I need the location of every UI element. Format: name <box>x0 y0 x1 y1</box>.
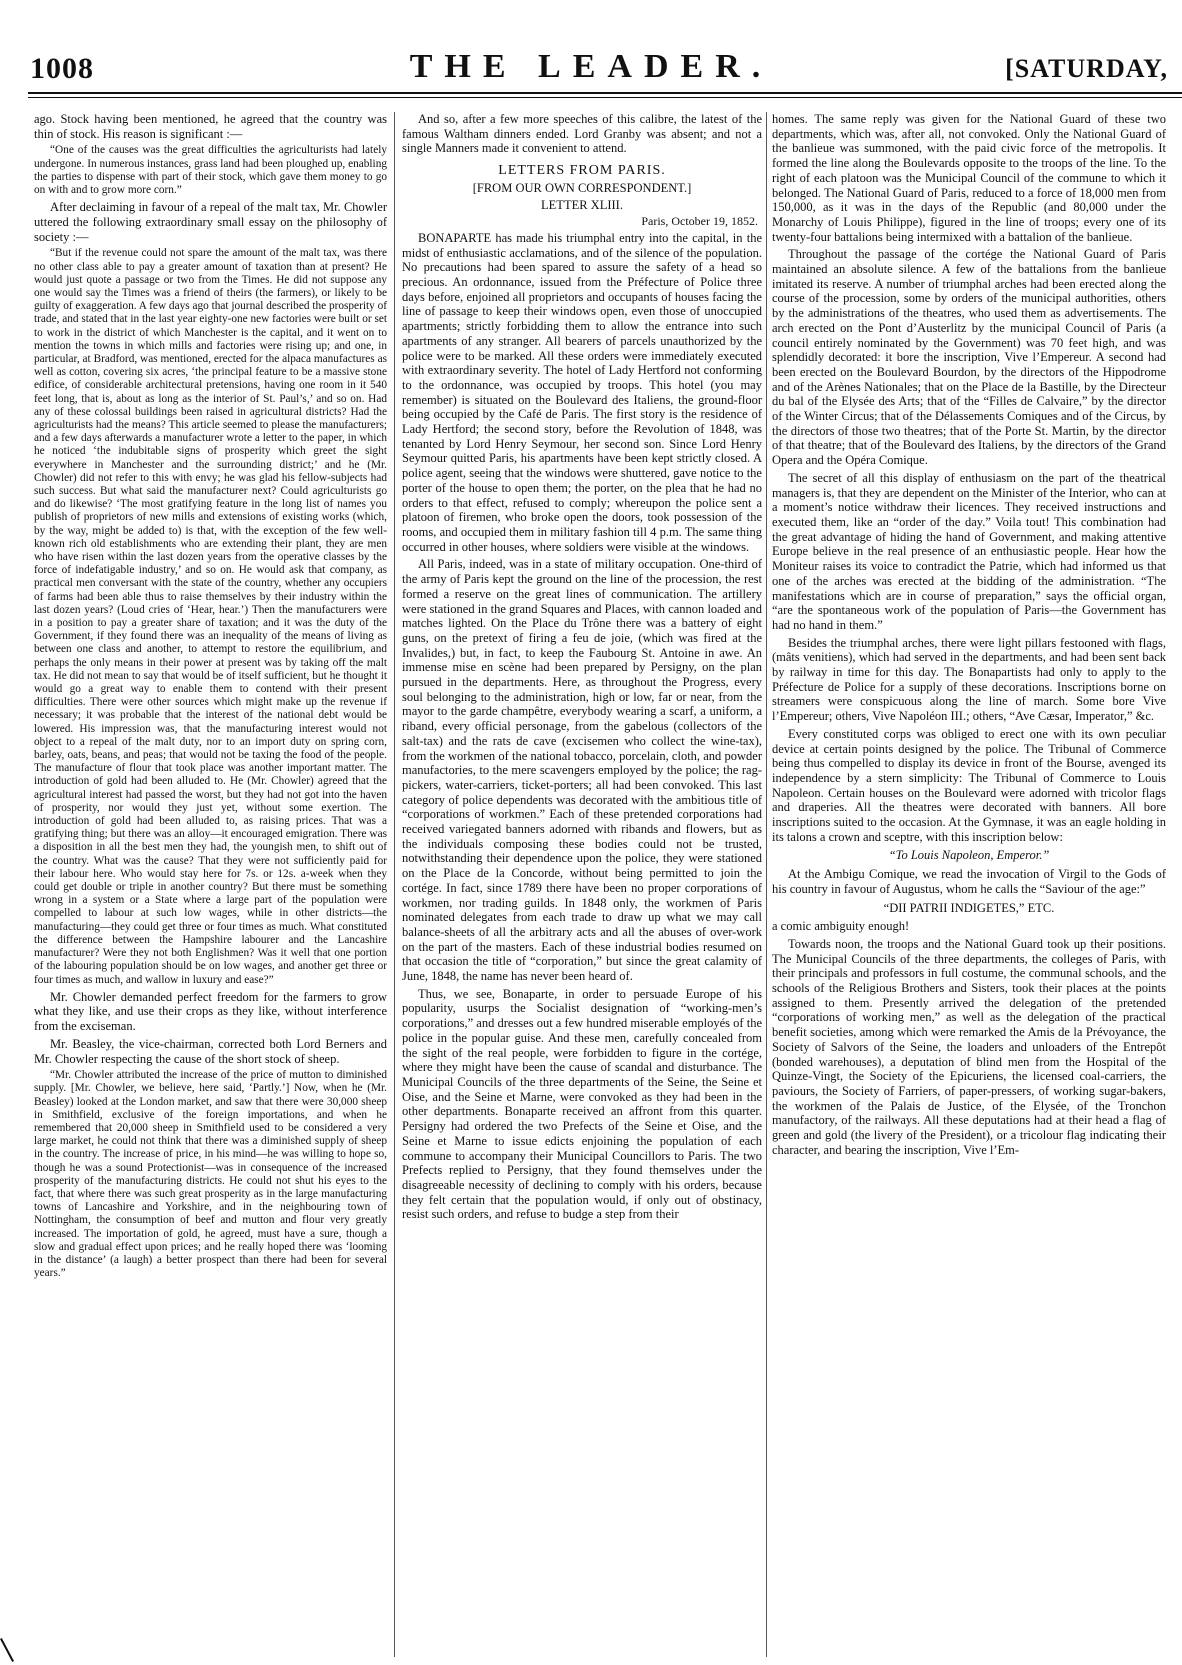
issue-day: [SATURDAY, <box>1005 54 1168 83</box>
dateline: Paris, October 19, 1852. <box>641 214 758 229</box>
latin-inscription: “DII PATRII INDIGETES,” ETC. <box>883 900 1055 915</box>
column-divider <box>766 112 767 1657</box>
quotation: “Mr. Chowler attributed the increase of the price of mutton to diminished supply. [Mr. Chowler, we believe, here said, ‘Partly.’] Now, when he (Mr. Beasley) looked at the London market, and saw that there were 30,000 sheep in Smithfield, exclusive of the foreign importations, and when he remembered that 20,000 sheep in Smithfield used to be considered a very large market, he could not think that there was a diminished supply of sheep in the country. The increase of price, in his mind—he was willing to hope so, though he was a sound Protectionist—was in consequence of the increased prosperity of the manufacturing districts. He could not shut his eyes to the fact, that where there was such great prosperity as in the large manufacturing towns of Lancashire and Yorkshire, and in the neighbouring town of Nottingham, the consumption of beef and mutton and flour very greatly increased. The importation of gold, he agreed, must have a sure, though a slow and gradual effect upon prices; and he really hoped there was ‘looming in the distance’ (a laugh) a better prospect than there had been for several years.” <box>34 1069 387 1280</box>
paragraph: Besides the triumphal arches, there were light pillars festooned with flags, (mâts venitiens), which had served in the departments, and had been sent back by railway in time for this day. The Bonapartists had only to apply to the Préfecture de Police for a supply of these decorations. Inscriptions borne on streamers were conspicuous along the line of march. Some bore Vive l’Empereur; others, Vive Napoléon III.; others, “Ave Cæsar, Imperator,” &c. <box>772 635 1166 724</box>
article-subheading: [FROM OUR OWN CORRESPONDENT.] <box>472 180 692 195</box>
column-3 <box>772 112 1166 1652</box>
inscription: “To Louis Napoleon, Emperor.” <box>888 848 1050 863</box>
corner-mark <box>0 1638 14 1662</box>
paragraph: Mr. Chowler demanded perfect freedom for the farmers to grow what they like, and use their crops as they like, without interference from the exciseman. <box>34 989 387 1034</box>
letter-number: LETTER XLIII. <box>541 197 623 212</box>
column-divider <box>394 112 395 1657</box>
column-2 <box>402 112 762 1652</box>
masthead <box>0 0 1182 96</box>
paragraph: After declaiming in favour of a repeal of the malt tax, Mr. Chowler uttered the following extraordinary small essay on the philosophy of society :— <box>34 200 387 244</box>
quotation: “But if the revenue could not spare the amount of the malt tax, was there no other class able to pay a greater amount of taxation than at present? He would just quote a passage or two from the Times. He did not suppose any one would say the Times was a friend of theirs (the farmers), or likely to be guilty of exaggeration. A few days ago that journal described the prosperity of trade, and stated that in the last year eighty-one new factories were built or set to work in the district of which Manchester is the capital, and it went on to mention the towns in which mills and factories were rising up; and one, in particular, at Bradford, was mentioned, erected for the alpaca manufactures as well as cotton, covering six acres, ‘the principal feature to be a massive stone edifice, of considerable architectural pretensions, having one room in it 540 feet long, that is, about as long as the interior of St. Paul’s,’ and so on. Had any of these colossal buildings been raised in agricultural districts? Had the agriculturists had the means? This article seemed to please the manufacturers; and a few days afterwards a manufacturer wrote a letter to the paper, in which he noticed ‘the indubitable signs of prosperity which greet the sight everywhere in Manchester and the surrounding district;’ and he (Mr. Chowler) did not refer to this with envy; he was glad his fellow-subjects had such success. But what said the manufacturer next? Could agriculturists go and do likewise? ‘The most gratifying feature in the long list of names you publish of proprietors of new mills and extensions of existing works (which, by the way, might be added to) is that, with the exception of the few well-known rich old establishments who are extending their plant, they are men who have risen within the last dozen years from the operative classes by the force of indefatigable industry,’ and so on. He would ask that company, as practical men conversant with the state of the country, whether any occupiers of farms had been able thus to raise themselves by their industry within the last dozen years? (Loud cries of ‘Hear, hear.’) Then the manufacturers were in a position to pay a greater share of taxation; and it was the duty of the Government, if they found there was an inequality of the means of living as between one class and another, to attempt to restore the equilibrium, and perhaps the only means in their power at present was by taking off the malt tax. He did not mean to say that would be of itself sufficient, but he thought it would go a great way to enable them to contend with their present difficulties. There were other sources which might make up the revenue if necessary; it was probable that the interest of the national debt would be lowered. His impression was, that the manufacturing interest would not object to a repeal of the malt duty, nor to an import duty on spring corn, barley, oats, beans, and peas; that would not be taxing the food of the people. The manufacture of flour that took place was another important matter. The introduction of gold had been alluded to. He (Mr. Chowler) agreed that the agricultural interest had passed the worst, but they had not got into the haven of prosperity, nor would they just yet, without some exertion. The introduction of gold had been alluded to, as raising prices. That was a gratifying thing; but there was an alloy—it encouraged emigration. There was a disposition in all the best men they had, the youngish men, to shift out of the country. What was the cause? That they were not sufficiently paid for their labour here. Who would stay here for 7s. or 12s. a-week when they could get double or triple in another country? But there must be something wrong in a system or a State where a large part of the population were compelled to labour at such low wages, while in other districts—the manufacturing—they could get three or four times as much. What constituted the difference between the Hampshire labourer and the Lancashire manufacturer? Were they not both Englishmen? Was it well that one portion of the labouring population should be on low wages, and another get three or four times as much, and wallow in luxury and ease?” <box>34 247 387 986</box>
paragraph: Throughout the passage of the cortége the National Guard of Paris maintained an absolute silence. A few of the battalions from the banlieue imitated its reserve. A number of triumphal arches had been erected along the course of the procession, some by orders of the municipal authorities, others by the administrations of the theatres, who used them as advertisements. The arch erected on the Pont d’Austerlitz by the municipal Council of Paris (a council entirely nominated by the Government) was 70 feet high, and was splendidly decorated: it bore the inscription, Vive l’Empereur. A second had been erected on the Boulevard Bourdon, by the directors of the Hippodrome and of the Arènes Nationales; that on the Place de la Bastille, by the Directeur du bal of the Elysée des Arts; that of the “Filles de Calvaire,” by the director of the Winter Circus; that of the Délassements Comiques and of the Circus, by the directors of those two theatres; that of the Porte St. Martin, by the director of that theatre; that of the Boulevard des Italiens, by the directors of the Grand Opera and the Opéra Comique. <box>772 247 1166 468</box>
paragraph: The secret of all this display of enthusiasm on the part of the theatrical managers is, that they are dependent on the Minister of the Interior, who can at a moment’s notice withdraw their licences. They received instructions and executed them, like an “order of the day.” Voila tout! This combination had the great advantage of hiding the hand of Government, and making attentive Europe believe in the real presence of an enthusiastic people. Hear how the Moniteur raises its voice to contradict the Patrie, which had informed us that one of the arches was erected at the bidding of the administration. “The manifestations which are in course of preparation,” says the official organ, “are the spontaneous work of the population of Paris—the Government has had no hand in them.” <box>772 470 1166 632</box>
lead-word: BONAPARTE <box>418 230 492 245</box>
paragraph: And so, after a few more speeches of this calibre, the latest of the famous Waltham dinners ended. Lord Granby was absent; and not a single Manners made it convenient to attend. <box>402 112 762 156</box>
paragraph: a comic ambiguity enough! <box>772 919 910 934</box>
masthead-rule <box>28 92 1182 94</box>
masthead-rule-thin <box>28 97 1182 98</box>
quotation: “One of the causes was the great difficulties the agriculturists had lately undergone. In numerous instances, grass land had been ploughed up, enabling the parties to dispense with part of their stock, which gave them money to go on with and to grow more corn.” <box>34 144 387 197</box>
paragraph: Every constituted corps was obliged to erect one with its own peculiar device at certain points designed by the police. The Tribunal of Commerce being thus compelled to display its device in front of the Bourse, avenged its independence by a stern simplicity: The Tribunal of Commerce to Louis Napoleon. Certain houses on the Boulevard were adorned with tricolor flags and draperies. All the theatres were decorated with banners. All bore inscriptions suited to the occasion. At the Gymnase, it was an eagle holding in its talons a crown and sceptre, with this inscription below: <box>772 726 1166 844</box>
paragraph: homes. The same reply was given for the National Guard of these two departments, which was, after all, not convoked. Only the National Guard of the banlieue was summoned, with the paid civic force of the metropolis. It formed the line along the Boulevards opposite to the troops of the line. To the right of each platoon was the Municipal Council of the commune to which it belonged. The National Guard of Paris, reduced to a force of 18,000 men from 150,000, as it was in the days of the Republic (and 80,000 under the Monarchy of Louis Philippe), figured in the line of troops; every one of its twenty-four battalions being intermixed with a battalion of the banlieue. <box>772 112 1166 244</box>
paragraph: At the Ambigu Comique, we read the invocation of Virgil to the Gods of his country in favour of Augustus, whom he calls the “Saviour of the age:” <box>772 867 1166 896</box>
article-heading: LETTERS FROM PARIS. <box>498 163 666 179</box>
paragraph-text: has made his triumphal entry into the capital, in the midst of enthusiastic acclamations, and of the silence of the population. No precautions had been spared to assure the safety of a head so precious. An ordonnance, issued from the Préfecture of Police three days before, enjoined all proprietors and occupants of houses facing the line of passage to keep their windows open, even those of unoccupied apartments; strictly forbidding them to allow the entrance into such apartments of any stranger. All bearers of parcels unauthorized by the police were to be marked. All these orders were immediately executed with extraordinary severity. The hotel of Lady Hertford not conforming to the ordonnance, was occupied by troops. This hotel (you may remember) is situated on the Boulevard des Italiens, the ground-floor being occupied by the Café de Paris. The first story is the residence of Lady Hertford; the second story, before the Revolution of 1848, was tenanted by Lord Henry Seymour, her second son. Since Lord Henry Seymour quitted Paris, his apartments have been kept strictly closed. A police agent, seeing that the windows were shuttered, gave notice to the porter of the house to open them; the porter, on the plea that he had no orders to that effect, refused to comply; whereupon the police sent a platoon of firemen, who broke open the doors, took possession of the rooms, and occupied them in military fashion till 4 p.m. The same thing occurred in other houses, where soldiers were visible at the windows. <box>402 230 762 554</box>
page-number: 1008 <box>30 52 94 85</box>
paragraph <box>402 231 762 554</box>
newspaper-title: THE LEADER. <box>409 48 773 85</box>
paragraph: Thus, we see, Bonaparte, in order to persuade Europe of his popularity, usurps the Socialist designation of “working-men’s corporations,” and dresses out a few hundred miserable employés of the police in the popular guise. And these men, carefully concealed from the sight of the real people, were forbidden to figure in the cortége, where they might have been the cause of scandal and disturbance. The Municipal Councils of the three departments of the Seine, the Seine et Oise, and the Seine et Marne, were convoked as they had been in the other departments. Bonaparte received an affront from this quarter. Persigny had ordered the two Prefects of the Seine et Oise, and the Seine et Marne to issue edicts enjoining the population of each commune to accompany their Municipal Councillors to Paris. The two Prefects replied to Persigny, that they found themselves under the disagreeable necessity of declining to comply with his orders, because they felt certain that the population would, if only out of obstinacy, resist such orders, and refuse to budge a step from their <box>402 986 762 1222</box>
paragraph: ago. Stock having been mentioned, he agreed that the country was thin of stock. His reason is significant :— <box>34 112 387 141</box>
column-1 <box>34 112 387 1652</box>
paragraph: Towards noon, the troops and the National Guard took up their positions. The Municipal Councils of the three departments, the colleges of Paris, with their principals and professors in full costume, the communal schools, and the schools of the Religious Brothers and Sisters, took their places at the points assigned to them. Presently arrived the delegation of the pretended “corporations of working men,” as well as the delegation of the practical benefit societies, among which were remarked the Amis de la Prévoyance, the Society of Salvors of the Seine, the loaders and unloaders of the Entrepôt (bonded warehouses), a deputation of blind men from the Hospital of the Quinze-Vingt, the Society of the Epicuriens, the licensed coal-carriers, the paviours, the Society of Farriers, of paper-pressers, of working sugar-bakers, the workmen of the Palais de Justice, of the Elysée, of the Tronchon manufactory, of the railways. All these deputations had at their head a flag of green and gold (the livery of the President), or a tricolour flag indicating their character, and bearing the inscription, Vive l’Em- <box>772 936 1166 1157</box>
paragraph: Mr. Beasley, the vice-chairman, corrected both Lord Berners and Mr. Chowler respecting the cause of the short stock of sheep. <box>34 1036 387 1066</box>
paragraph: All Paris, indeed, was in a state of military occupation. One-third of the army of Paris kept the ground on the line of the procession, the rest formed a reserve on the great lines of communication. The artillery were stationed in the grand Squares and Places, with cannon loaded and matches lighted. On the Place du Trône there was a battery of eight guns, on the pretext of firing a feu de joie, (which was fired at the Invalides,) but, in fact, to keep the Faubourg St. Antoine in awe. An immense mise en scène had been prepared by Persigny, on the plan pursued in the departments. Here, as throughout the Progress, every soul belonging to the administration, high or low, far or near, from the mayor to the garde champêtre, everybody wearing a scarf, a uniform, a riband, every official personage, from the gabelous (collectors of the salt-tax) and the rats de cave (excisemen who collect the wine-tax), from the workmen of the national tobacco, porcelain, cloth, and powder manufactories, to the mere scavengers employed by the police; the rag-pickers, water-carriers, ticket-porters; all had been convoked. This last category of police dependents was decorated with the ambitious title of “corporations of workmen.” Each of these pretended corporations had received variegated banners adorned with ribands and flowers, but as the individuals composing these bodies could not be trusted, notwithstanding their dependence upon the police, they were stationed on the Place de la Concorde, without being permitted to join the cortége. In fact, since 1789 there have been no proper corporations of workmen, nor trading guilds. In 1848 only, the workmen of Paris nominated delegates from each trade to draw up what we may call balance-sheets of all the arbitrary acts and all the abuses of over-work on the part of the masters. Each of these industrial bodies resumed on that occasion the title of “corporation,” but since the great calamity of June, 1848, the name has never been heard of. <box>402 557 762 984</box>
